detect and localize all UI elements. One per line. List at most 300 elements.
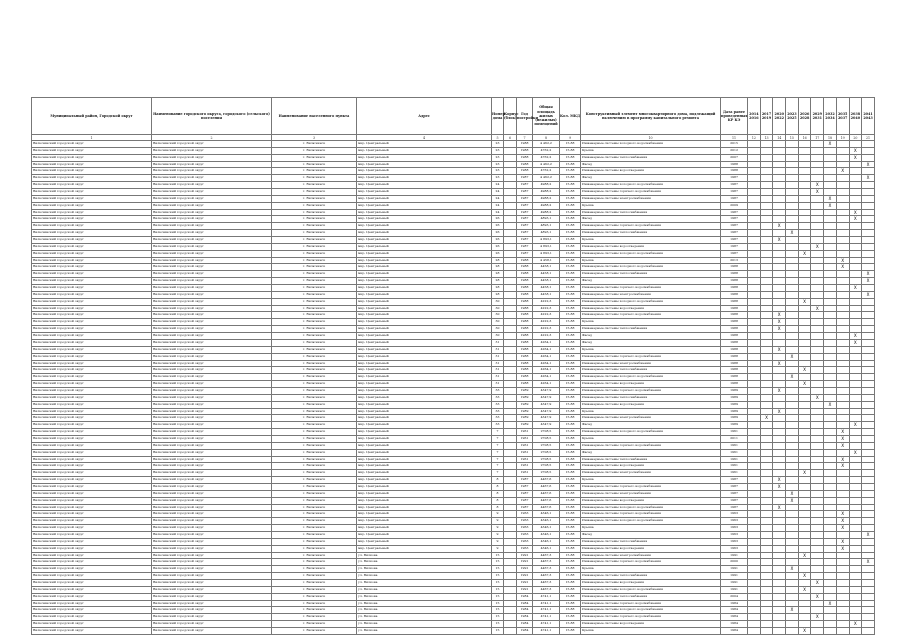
table-row: [32, 333, 875, 340]
cell-element: Инженерные системы электроснабжения: [581, 195, 721, 202]
cell-year-period: [824, 147, 837, 154]
cell-year-period: [849, 353, 862, 360]
cell-address: мкр. Центральный: [357, 456, 492, 463]
cell-year-period: [798, 559, 811, 566]
cell-year-period: [786, 408, 799, 415]
cell-year-period: [824, 614, 837, 621]
header-year-period: 2041 2043: [862, 98, 875, 135]
cell-area: 4762,2: [533, 154, 560, 161]
cell-build-year: 1988: [517, 154, 533, 161]
cell-year-period: [748, 586, 761, 593]
cell-year-period: [760, 333, 773, 340]
cell-district: Вилючинский городской округ: [32, 387, 152, 394]
cell-address: мкр. Центральный: [357, 250, 492, 257]
cell-area: 4 458,1: [533, 257, 560, 264]
cell-year-period: [748, 408, 761, 415]
cell-element: Инженерные системы холодного водоснабжения: [581, 518, 721, 525]
cell-year-period: [862, 490, 875, 497]
cell-block: [504, 573, 517, 580]
cell-mkd-count: 15.88: [560, 339, 581, 346]
cell-year-period: [773, 243, 786, 250]
cell-year-period: [760, 326, 773, 333]
cell-year-period: [811, 387, 824, 394]
cell-year-period: X: [811, 580, 824, 587]
cell-element: Крыша: [581, 408, 721, 415]
cell-year-period: [798, 435, 811, 442]
table-row: [32, 189, 875, 196]
cell-house-number: 26: [492, 250, 504, 257]
cell-block: [504, 374, 517, 381]
cell-build-year: 1987: [517, 243, 533, 250]
table-row: [32, 278, 875, 285]
cell-year-period: [786, 477, 799, 484]
cell-year-period: [811, 209, 824, 216]
cell-year-period: [786, 381, 799, 388]
header-year-period: 2020 2022: [773, 98, 786, 135]
cell-mkd-count: 15.88: [560, 381, 581, 388]
cell-element: Крыша: [581, 147, 721, 154]
cell-previous-repair: 1961: [721, 442, 748, 449]
cell-mkd-count: 15.88: [560, 374, 581, 381]
cell-block: [504, 449, 517, 456]
column-number: 3: [272, 135, 357, 141]
table-row: [32, 209, 875, 216]
cell-house-number: 7: [492, 442, 504, 449]
cell-block: [504, 456, 517, 463]
cell-settlement: Вилючинский городской округ: [152, 189, 272, 196]
cell-year-period: [748, 237, 761, 244]
cell-year-period: [748, 614, 761, 621]
cell-year-period: [798, 456, 811, 463]
cell-year-period: [748, 387, 761, 394]
table-row: [32, 580, 875, 587]
cell-address: ул. Вилкова: [357, 593, 492, 600]
table-row: [32, 525, 875, 532]
cell-house-number: 15: [492, 607, 504, 614]
cell-block: [504, 209, 517, 216]
cell-year-period: [748, 305, 761, 312]
cell-locality: г. Вилючинск: [272, 504, 357, 511]
cell-year-period: [773, 470, 786, 477]
cell-year-period: [824, 333, 837, 340]
cell-year-period: [773, 264, 786, 271]
cell-house-number: 31: [492, 346, 504, 353]
cell-district: Вилючинский городской округ: [32, 243, 152, 250]
cell-year-period: [824, 223, 837, 230]
cell-year-period: [862, 593, 875, 600]
cell-year-period: [862, 339, 875, 346]
cell-year-period: [862, 367, 875, 374]
cell-year-period: [748, 250, 761, 257]
cell-block: [504, 435, 517, 442]
cell-house-number: 8: [492, 490, 504, 497]
cell-year-period: X: [786, 374, 799, 381]
cell-year-period: [773, 291, 786, 298]
cell-house-number: 9: [492, 531, 504, 538]
cell-locality: г. Вилючинск: [272, 435, 357, 442]
cell-year-period: [862, 463, 875, 470]
cell-element: Инженерные системы электроснабжения: [581, 291, 721, 298]
cell-year-period: [824, 394, 837, 401]
cell-mkd-count: 15.88: [560, 161, 581, 168]
cell-house-number: 26: [492, 223, 504, 230]
cell-house-number: 31: [492, 339, 504, 346]
cell-year-period: [786, 470, 799, 477]
cell-mkd-count: 15.88: [560, 463, 581, 470]
cell-mkd-count: 15.88: [560, 264, 581, 271]
table-row: [32, 223, 875, 230]
cell-locality: г. Вилючинск: [272, 442, 357, 449]
cell-year-period: [786, 387, 799, 394]
cell-year-period: [760, 298, 773, 305]
cell-year-period: [760, 189, 773, 196]
cell-year-period: [786, 435, 799, 442]
cell-year-period: [824, 442, 837, 449]
cell-mkd-count: 15.88: [560, 387, 581, 394]
cell-year-period: [786, 202, 799, 209]
cell-year-period: [798, 518, 811, 525]
cell-year-period: [862, 189, 875, 196]
cell-area: 4467,6: [533, 477, 560, 484]
cell-mkd-count: 15.88: [560, 195, 581, 202]
cell-previous-repair: 1963: [721, 531, 748, 538]
cell-year-period: [862, 333, 875, 340]
cell-year-period: [824, 257, 837, 264]
cell-address: мкр. Центральный: [357, 538, 492, 545]
cell-year-period: [760, 614, 773, 621]
cell-district: Вилючинский городской округ: [32, 285, 152, 292]
cell-year-period: [760, 141, 773, 148]
cell-build-year: 1984: [517, 607, 533, 614]
cell-address: ул. Вилкова: [357, 573, 492, 580]
cell-year-period: [811, 161, 824, 168]
cell-settlement: Вилючинский городской округ: [152, 545, 272, 552]
cell-year-period: [824, 250, 837, 257]
cell-element: Фасад: [581, 333, 721, 340]
cell-year-period: [862, 422, 875, 429]
cell-year-period: [748, 257, 761, 264]
cell-year-period: [773, 449, 786, 456]
cell-mkd-count: 15.88: [560, 189, 581, 196]
cell-mkd-count: 15.88: [560, 504, 581, 511]
table-row: [32, 298, 875, 305]
cell-settlement: Вилючинский городской округ: [152, 559, 272, 566]
cell-address: мкр. Центральный: [357, 312, 492, 319]
cell-locality: г. Вилючинск: [272, 278, 357, 285]
cell-year-period: [824, 161, 837, 168]
cell-block: [504, 161, 517, 168]
cell-build-year: 1984: [517, 593, 533, 600]
cell-district: Вилючинский городской округ: [32, 552, 152, 559]
cell-build-year: 1988: [517, 312, 533, 319]
cell-year-period: [824, 518, 837, 525]
cell-year-period: [748, 552, 761, 559]
cell-year-period: [773, 525, 786, 532]
cell-address: мкр. Центральный: [357, 360, 492, 367]
cell-year-period: [849, 559, 862, 566]
cell-mkd-count: 15.88: [560, 470, 581, 477]
cell-year-period: X: [862, 278, 875, 285]
cell-area: 4988,2: [533, 209, 560, 216]
cell-year-period: [786, 305, 799, 312]
table-row: [32, 285, 875, 292]
cell-element: Крыша: [581, 566, 721, 573]
cell-district: Вилючинский городской округ: [32, 319, 152, 326]
cell-year-period: [836, 483, 849, 490]
cell-year-period: [760, 161, 773, 168]
cell-year-period: [748, 243, 761, 250]
cell-year-period: [748, 422, 761, 429]
cell-year-period: [824, 353, 837, 360]
cell-locality: г. Вилючинск: [272, 538, 357, 545]
cell-block: [504, 353, 517, 360]
table-row: [32, 243, 875, 250]
cell-district: Вилючинский городской округ: [32, 326, 152, 333]
cell-mkd-count: 15.88: [560, 271, 581, 278]
cell-element: Инженерные системы горячего водоснабжения: [581, 600, 721, 607]
cell-year-period: [811, 346, 824, 353]
cell-house-number: 33: [492, 415, 504, 422]
cell-house-number: 15: [492, 614, 504, 621]
cell-locality: г. Вилючинск: [272, 161, 357, 168]
cell-house-number: 15: [492, 559, 504, 566]
cell-house-number: 33: [492, 387, 504, 394]
cell-build-year: 1988: [517, 147, 533, 154]
cell-address: мкр. Центральный: [357, 216, 492, 223]
cell-year-period: [798, 463, 811, 470]
cell-year-period: [849, 189, 862, 196]
cell-locality: г. Вилючинск: [272, 381, 357, 388]
cell-year-period: [760, 429, 773, 436]
cell-year-period: [748, 511, 761, 518]
cell-area: 4893,1: [533, 230, 560, 237]
cell-build-year: 1988: [517, 264, 533, 271]
cell-year-period: [824, 175, 837, 182]
cell-house-number: 28: [492, 264, 504, 271]
cell-house-number: 30: [492, 312, 504, 319]
cell-district: Вилючинский городской округ: [32, 154, 152, 161]
cell-year-period: X: [811, 394, 824, 401]
cell-year-period: [849, 312, 862, 319]
cell-previous-repair: 2015: [721, 141, 748, 148]
table-row: [32, 477, 875, 484]
cell-year-period: [836, 422, 849, 429]
cell-element: Инженерные системы водоотведения: [581, 545, 721, 552]
cell-mkd-count: 15.88: [560, 435, 581, 442]
cell-build-year: 1987: [517, 490, 533, 497]
cell-element: Крыша: [581, 202, 721, 209]
cell-year-period: [748, 538, 761, 545]
cell-district: Вилючинский городской округ: [32, 216, 152, 223]
cell-settlement: Вилючинский городской округ: [152, 243, 272, 250]
cell-area: 4458,1: [533, 278, 560, 285]
table-row: [32, 429, 875, 436]
cell-year-period: [786, 223, 799, 230]
cell-block: [504, 415, 517, 422]
cell-previous-repair: 1988: [721, 346, 748, 353]
cell-build-year: 1989: [517, 387, 533, 394]
cell-year-period: [811, 586, 824, 593]
table-row: [32, 483, 875, 490]
cell-build-year: 1961: [517, 429, 533, 436]
cell-mkd-count: 15.88: [560, 497, 581, 504]
cell-address: мкр. Центральный: [357, 415, 492, 422]
cell-locality: г. Вилючинск: [272, 429, 357, 436]
cell-mkd-count: 15.88: [560, 593, 581, 600]
cell-year-period: [773, 422, 786, 429]
cell-district: Вилючинский городской округ: [32, 614, 152, 621]
cell-previous-repair: 1988: [721, 381, 748, 388]
cell-district: Вилючинский городской округ: [32, 257, 152, 264]
cell-element: Инженерные системы теплоснабжения: [581, 230, 721, 237]
cell-year-period: [760, 621, 773, 628]
cell-year-period: [773, 511, 786, 518]
cell-year-period: X: [773, 483, 786, 490]
cell-mkd-count: 15.88: [560, 449, 581, 456]
cell-district: Вилючинский городской округ: [32, 531, 152, 538]
cell-year-period: X: [836, 545, 849, 552]
cell-year-period: [748, 490, 761, 497]
cell-locality: г. Вилючинск: [272, 394, 357, 401]
cell-area: 4741,1: [533, 614, 560, 621]
cell-element: Крыша: [581, 628, 721, 635]
cell-year-period: [836, 319, 849, 326]
cell-year-period: [862, 621, 875, 628]
column-number: 18: [824, 135, 837, 141]
cell-build-year: 1963: [517, 538, 533, 545]
cell-house-number: 28: [492, 271, 504, 278]
table-row: [32, 339, 875, 346]
cell-build-year: 1987: [517, 189, 533, 196]
cell-build-year: 1988: [517, 161, 533, 168]
cell-year-period: [849, 360, 862, 367]
cell-previous-repair: 1963: [721, 545, 748, 552]
cell-year-period: [748, 470, 761, 477]
cell-previous-repair: 2011: [721, 435, 748, 442]
cell-element: Инженерные системы водоотведения: [581, 621, 721, 628]
cell-mkd-count: 15.88: [560, 483, 581, 490]
cell-previous-repair: 1987: [721, 237, 748, 244]
cell-area: 4222,3: [533, 298, 560, 305]
cell-build-year: 1987: [517, 477, 533, 484]
cell-district: Вилючинский городской округ: [32, 339, 152, 346]
cell-address: мкр. Центральный: [357, 449, 492, 456]
cell-year-period: [824, 449, 837, 456]
cell-year-period: [849, 278, 862, 285]
cell-area: 4264,1: [533, 367, 560, 374]
cell-year-period: [862, 237, 875, 244]
cell-year-period: [786, 291, 799, 298]
cell-build-year: 1988: [517, 285, 533, 292]
cell-year-period: [811, 538, 824, 545]
cell-element: Инженерные системы электроснабжения: [581, 490, 721, 497]
cell-year-period: [824, 422, 837, 429]
cell-build-year: 1961: [517, 442, 533, 449]
cell-settlement: Вилючинский городской округ: [152, 175, 272, 182]
cell-element: Фасад: [581, 175, 721, 182]
cell-address: мкр. Центральный: [357, 291, 492, 298]
cell-block: [504, 202, 517, 209]
table-row: [32, 607, 875, 614]
cell-house-number: 7: [492, 470, 504, 477]
cell-block: [504, 305, 517, 312]
cell-year-period: [811, 429, 824, 436]
cell-year-period: [786, 360, 799, 367]
cell-settlement: Вилючинский городской округ: [152, 580, 272, 587]
cell-year-period: X: [811, 182, 824, 189]
cell-previous-repair: 1984: [721, 607, 748, 614]
cell-block: [504, 463, 517, 470]
cell-element: Инженерные системы теплоснабжения: [581, 367, 721, 374]
cell-locality: г. Вилючинск: [272, 566, 357, 573]
cell-area: 4346,1: [533, 525, 560, 532]
cell-element: Инженерные системы электроснабжения: [581, 360, 721, 367]
cell-year-period: [836, 195, 849, 202]
cell-block: [504, 401, 517, 408]
cell-build-year: 1988: [517, 381, 533, 388]
cell-year-period: [836, 339, 849, 346]
cell-year-period: [760, 339, 773, 346]
cell-year-period: [849, 483, 862, 490]
cell-element: Фасад: [581, 422, 721, 429]
cell-address: ул. Вилкова: [357, 628, 492, 635]
cell-year-period: [849, 607, 862, 614]
cell-previous-repair: 1989: [721, 401, 748, 408]
cell-address: мкр. Центральный: [357, 490, 492, 497]
cell-year-period: [811, 497, 824, 504]
cell-address: мкр. Центральный: [357, 168, 492, 175]
cell-house-number: 28: [492, 257, 504, 264]
cell-year-period: [862, 264, 875, 271]
cell-year-period: [849, 175, 862, 182]
cell-year-period: [836, 202, 849, 209]
cell-year-period: [824, 586, 837, 593]
cell-year-period: [786, 209, 799, 216]
cell-house-number: 8: [492, 497, 504, 504]
cell-year-period: [748, 333, 761, 340]
cell-year-period: [836, 243, 849, 250]
cell-year-period: [862, 230, 875, 237]
cell-district: Вилючинский городской округ: [32, 538, 152, 545]
cell-previous-repair: 1987: [721, 483, 748, 490]
cell-build-year: 1987: [517, 250, 533, 257]
cell-address: мкр. Центральный: [357, 346, 492, 353]
cell-year-period: [811, 415, 824, 422]
cell-year-period: [748, 326, 761, 333]
cell-settlement: Вилючинский городской округ: [152, 621, 272, 628]
cell-district: Вилючинский городской округ: [32, 394, 152, 401]
cell-year-period: [824, 531, 837, 538]
cell-address: мкр. Центральный: [357, 271, 492, 278]
column-number: 15: [786, 135, 799, 141]
cell-build-year: 1987: [517, 237, 533, 244]
cell-area: 4467,6: [533, 497, 560, 504]
cell-year-period: [824, 189, 837, 196]
cell-mkd-count: 15.88: [560, 394, 581, 401]
cell-address: мкр. Центральный: [357, 209, 492, 216]
cell-year-period: [748, 141, 761, 148]
cell-year-period: [760, 545, 773, 552]
cell-district: Вилючинский городской округ: [32, 525, 152, 532]
cell-settlement: Вилючинский городской округ: [152, 250, 272, 257]
cell-previous-repair: 1991: [721, 552, 748, 559]
cell-year-period: [748, 209, 761, 216]
cell-house-number: 15: [492, 586, 504, 593]
cell-previous-repair: 1988: [721, 353, 748, 360]
cell-year-period: [760, 353, 773, 360]
cell-address: мкр. Центральный: [357, 483, 492, 490]
cell-mkd-count: 15.88: [560, 278, 581, 285]
